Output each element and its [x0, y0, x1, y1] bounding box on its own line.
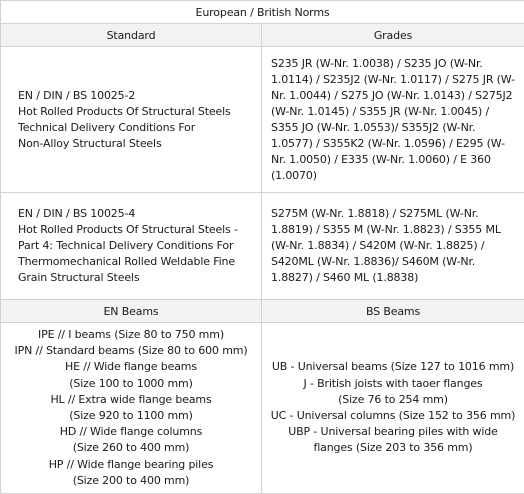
en-beam-line: HE // Wide flange beams	[1, 359, 261, 375]
column-header-standard: Standard	[1, 24, 262, 47]
en-beam-line: (Size 100 to 1000 mm)	[1, 376, 261, 392]
table-row	[1, 193, 524, 300]
bs-beam-line: (Size 76 to 254 mm)	[262, 392, 524, 408]
bs-beams-header: BS Beams	[262, 300, 524, 323]
grades-text: S235 JR (W-Nr. 1.0038) / S235 JO (W-Nr. 1.0114) / S235J2 (W-Nr. 1.0117) / S275 JR (W-Nr. 1.0044) / S275 JO (W-Nr. 1.0143) / S275J2 (W-Nr. 1.0145) / S355 JR (W-Nr. 1.0045) / S355 JO (W-Nr. 1.0553)/ S355J2 (W-Nr. 1.0577) / S355K2 (W-Nr. 1.0596) / E295 (W-Nr. 1.0050) / E335 (W-Nr. 1.0060) / E 360 (1.0070)	[271, 56, 518, 184]
en-beam-line: HL // Extra wide flange beams	[1, 392, 261, 408]
table-row	[1, 47, 524, 193]
standard-code: EN / DIN / BS 10025-2	[18, 88, 253, 104]
beams-header-row	[1, 300, 524, 323]
grades-text: S275M (W-Nr. 1.8818) / S275ML (W-Nr. 1.8819) / S355 M (W-Nr. 1.8823) / S355 ML (W-Nr. 1.8834) / S420M (W-Nr. 1.8825) / S420ML (W-Nr. 1.8836)/ S460M (W-Nr. 1.8827) / S460 ML (1.8838)	[271, 206, 518, 286]
bs-beam-line: UC - Universal columns (Size 152 to 356 mm)	[262, 408, 524, 424]
bs-beam-line: UBP - Universal bearing piles with wide	[262, 424, 524, 440]
en-beam-line: IPE // I beams (Size 80 to 750 mm)	[1, 327, 261, 343]
en-beam-line: (Size 260 to 400 mm)	[1, 440, 261, 456]
header-row	[1, 24, 524, 47]
table-title-row	[1, 1, 524, 24]
standard-code: EN / DIN / BS 10025-4	[18, 206, 253, 222]
bs-beam-line: flanges (Size 203 to 356 mm)	[262, 440, 524, 456]
bs-beams-cell	[262, 323, 524, 494]
standard-cell	[1, 47, 262, 193]
grades-cell	[262, 47, 524, 193]
en-beam-line: (Size 920 to 1100 mm)	[1, 408, 261, 424]
en-beam-line: IPN // Standard beams (Size 80 to 600 mm)	[1, 343, 261, 359]
grades-cell	[262, 193, 524, 300]
beams-row	[1, 323, 524, 494]
standard-title: Technical Delivery Conditions For	[18, 120, 253, 136]
standard-title: Non-Alloy Structural Steels	[18, 136, 253, 152]
bs-beam-line: UB - Universal beams (Size 127 to 1016 mm)	[262, 359, 524, 375]
standard-title: Hot Rolled Products Of Structural Steels - Part 4: Technical Delivery Conditions For Thermomechanical Rolled Weldable Fine Grain Structural Steels	[18, 222, 253, 286]
standard-title: Hot Rolled Products Of Structural Steels	[18, 104, 253, 120]
en-beams-cell	[1, 323, 262, 494]
bs-beam-line: J - British joists with taoer flanges	[262, 376, 524, 392]
en-beam-line: HD // Wide flange columns	[1, 424, 261, 440]
column-header-grades: Grades	[262, 24, 524, 47]
en-beam-line: (Size 200 to 400 mm)	[1, 473, 261, 489]
standard-cell	[1, 193, 262, 300]
en-beams-header: EN Beams	[1, 300, 262, 323]
table-title: European / British Norms	[1, 1, 524, 24]
en-beam-line: HP // Wide flange bearing piles	[1, 457, 261, 473]
